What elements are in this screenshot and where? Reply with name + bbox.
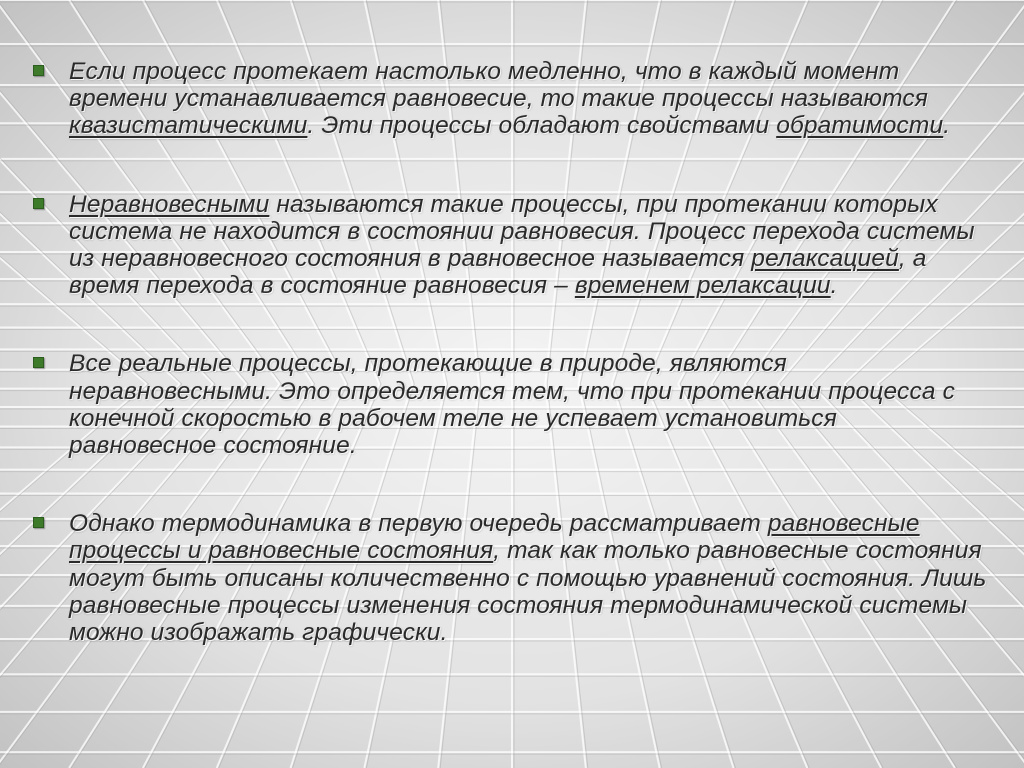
bullet-text [69,350,990,459]
bullet-text [69,191,990,300]
square-bullet-icon [33,517,44,528]
underlined-term: релаксацией [751,245,899,273]
bullet-text [69,58,990,140]
bullet-item-4 [30,510,990,646]
slide-body [30,58,990,697]
text-segment: Однако термодинамика в первую очередь рассматривает [69,510,768,538]
bullet-text [69,510,990,646]
square-bullet-icon [33,65,44,76]
underlined-term: Неравновесными [69,190,270,218]
underlined-term: обратимости [776,112,944,140]
text-segment: . Эти процессы обладают свойствами [307,112,777,140]
square-bullet-icon [33,198,44,209]
text-segment: Все реальные процессы, протекающие в природе, являются неравновесными. Это определяется тем, что при протекании процесса с конечной скоростью в рабочем теле не успевает установиться равновесное состояние. [69,350,955,460]
underlined-term: квазистатическими [69,112,308,140]
text-segment: , а время перехода в состояние равновесия – [69,245,927,300]
underlined-term: временем релаксации [574,272,831,300]
text-segment: Если процесс протекает настолько медленно, что в каждый момент времени устанавливается равновесие, то такие процессы называются [69,58,928,113]
text-segment: называются такие процессы, при протекании которых система не находится в состоянии равновесия. Процесс перехода системы из неравновесного состояния в равновесное называется [69,190,975,273]
underlined-term: равновесные процессы и равновесные состояния [69,510,920,565]
bullet-item-2 [30,191,990,300]
text-segment: . [830,272,838,300]
text-segment: . [943,112,951,140]
bullet-item-1 [30,58,990,140]
text-segment: , так как только равновесные состояния могут быть описаны количественно с помощью уравнений состояния. Лишь равновесные процессы изменения состояния термодинамической системы можно изображать графически. [69,537,987,647]
square-bullet-icon [33,357,44,368]
bullet-item-3 [30,350,990,459]
